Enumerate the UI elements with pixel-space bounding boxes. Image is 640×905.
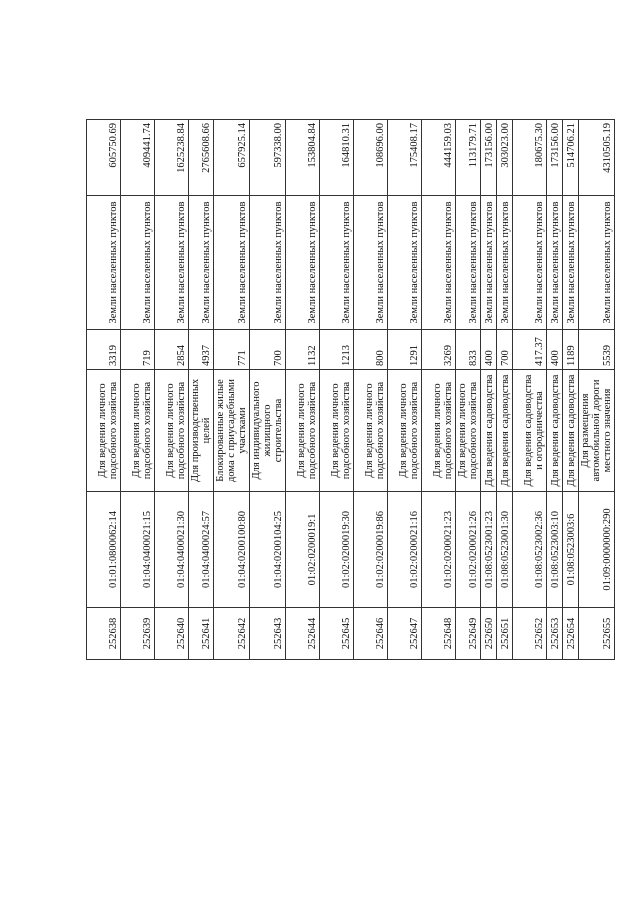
cell-value: 153804.84 — [286, 120, 320, 196]
cell-area: 3269 — [422, 330, 456, 370]
cell-area: 700 — [497, 330, 513, 370]
table-row — [456, 120, 481, 660]
cell-value: 175408.17 — [388, 120, 422, 196]
cell-value: 409441.74 — [121, 120, 155, 196]
cell-id: 252643 — [250, 608, 286, 660]
rotated-table-page — [86, 120, 613, 660]
cell-area: 400 — [547, 330, 563, 370]
cell-value: 4310505.19 — [579, 120, 615, 196]
cell-area: 417.37 — [513, 330, 547, 370]
cell-value: 1625238.84 — [155, 120, 189, 196]
cell-category: Земли населенных пунктов — [497, 196, 513, 330]
cell-id: 252649 — [456, 608, 481, 660]
cell-area: 800 — [354, 330, 388, 370]
cell-cad: 01:04:0400024:57 — [189, 492, 214, 608]
cell-cad: 01:02:0200019:30 — [320, 492, 354, 608]
table-row — [354, 120, 388, 660]
cell-category: Земли населенных пунктов — [189, 196, 214, 330]
table-row — [320, 120, 354, 660]
cell-category: Земли населенных пунктов — [320, 196, 354, 330]
cell-category: Земли населенных пунктов — [286, 196, 320, 330]
cell-value: 2765608.66 — [189, 120, 214, 196]
cell-use: Для производственных целей — [189, 370, 214, 492]
cell-id: 252648 — [422, 608, 456, 660]
cell-id: 252640 — [155, 608, 189, 660]
table-row — [250, 120, 286, 660]
cell-area: 2854 — [155, 330, 189, 370]
cell-category: Земли населенных пунктов — [513, 196, 547, 330]
table-row — [563, 120, 579, 660]
cell-use: Для ведения личного подсобного хозяйства — [354, 370, 388, 492]
cell-value: 444159.03 — [422, 120, 456, 196]
table-row — [422, 120, 456, 660]
cell-category: Земли населенных пунктов — [354, 196, 388, 330]
table-row — [189, 120, 214, 660]
cell-cad: 01:02:0200021:26 — [456, 492, 481, 608]
cell-area: 833 — [456, 330, 481, 370]
cell-use: Для ведения личного подсобного хозяйства — [121, 370, 155, 492]
cell-cad: 01:08:0523002:36 — [513, 492, 547, 608]
cell-id: 252654 — [563, 608, 579, 660]
cell-value: 514706.21 — [563, 120, 579, 196]
cell-id: 252653 — [547, 608, 563, 660]
cell-id: 252651 — [497, 608, 513, 660]
cell-id: 252642 — [214, 608, 250, 660]
table-row — [579, 120, 615, 660]
cell-use: Для ведения личного подсобного хозяйства — [320, 370, 354, 492]
cell-category: Земли населенных пунктов — [422, 196, 456, 330]
cell-area: 700 — [250, 330, 286, 370]
cell-area: 1291 — [388, 330, 422, 370]
cell-id: 252641 — [189, 608, 214, 660]
cell-area: 4937 — [189, 330, 214, 370]
cell-cad: 01:08:0523003:6 — [563, 492, 579, 608]
cell-category: Земли населенных пунктов — [214, 196, 250, 330]
cell-category: Земли населенных пунктов — [563, 196, 579, 330]
cell-cad: 01:02:0200021:23 — [422, 492, 456, 608]
cell-cad: 01:01:0800062:14 — [87, 492, 121, 608]
cell-cad: 01:04:0400021:30 — [155, 492, 189, 608]
cadastral-value-table — [86, 119, 615, 660]
table-row — [286, 120, 320, 660]
cell-value: 597338.00 — [250, 120, 286, 196]
table-row — [547, 120, 563, 660]
cell-use: Для ведения личного подсобного хозяйства — [87, 370, 121, 492]
cell-category: Земли населенных пунктов — [87, 196, 121, 330]
cell-cad: 01:08:0523003:10 — [547, 492, 563, 608]
cell-value: 303023.00 — [497, 120, 513, 196]
cell-value: 113179.71 — [456, 120, 481, 196]
cell-area: 1213 — [320, 330, 354, 370]
cell-area: 771 — [214, 330, 250, 370]
table-row — [497, 120, 513, 660]
table-body — [87, 120, 615, 660]
cell-category: Земли населенных пунктов — [155, 196, 189, 330]
cell-use: Для ведения личного подсобного хозяйства — [422, 370, 456, 492]
cell-category: Земли населенных пунктов — [579, 196, 615, 330]
cell-use: Для ведения личного подсобного хозяйства — [456, 370, 481, 492]
cell-area: 5539 — [579, 330, 615, 370]
cell-cad: 01:04:0200104:25 — [250, 492, 286, 608]
cell-category: Земли населенных пунктов — [121, 196, 155, 330]
cell-cad: 01:04:0200100:80 — [214, 492, 250, 608]
cell-id: 252647 — [388, 608, 422, 660]
table-row — [155, 120, 189, 660]
cell-use: Для ведения личного подсобного хозяйства — [155, 370, 189, 492]
cell-id: 252645 — [320, 608, 354, 660]
cell-area: 1189 — [563, 330, 579, 370]
cell-cad: 01:02:0200019:1 — [286, 492, 320, 608]
cell-value: 108696.00 — [354, 120, 388, 196]
cell-area: 1132 — [286, 330, 320, 370]
table-row — [214, 120, 250, 660]
cell-category: Земли населенных пунктов — [250, 196, 286, 330]
cell-value: 173156.00 — [481, 120, 497, 196]
table-row — [481, 120, 497, 660]
cell-value: 180675.30 — [513, 120, 547, 196]
cell-area: 400 — [481, 330, 497, 370]
cell-value: 657925.14 — [214, 120, 250, 196]
cell-cad: 01:02:0200019:86 — [354, 492, 388, 608]
cell-category: Земли населенных пунктов — [481, 196, 497, 330]
cell-use: Для ведения садоводства — [563, 370, 579, 492]
cell-area: 719 — [121, 330, 155, 370]
table-row — [121, 120, 155, 660]
cell-id: 252639 — [121, 608, 155, 660]
table-row — [513, 120, 547, 660]
table-row — [87, 120, 121, 660]
cell-cad: 01:08:0523001:30 — [497, 492, 513, 608]
cell-cad: 01:04:0400021:15 — [121, 492, 155, 608]
cell-cad: 01:08:0523001:23 — [481, 492, 497, 608]
cell-use: Для индивидуального жилищного строительства — [250, 370, 286, 492]
cell-use: Блокированные жилые дома с приусадебными участками — [214, 370, 250, 492]
cell-use: Для размещения автомобильной дороги местного значения — [579, 370, 615, 492]
cell-id: 252655 — [579, 608, 615, 660]
cell-category: Земли населенных пунктов — [547, 196, 563, 330]
cell-use: Для ведения личного подсобного хозяйства — [286, 370, 320, 492]
cell-id: 252650 — [481, 608, 497, 660]
cell-category: Земли населенных пунктов — [388, 196, 422, 330]
cell-use: Для ведения личного подсобного хозяйства — [388, 370, 422, 492]
cell-use: Для ведения садоводства — [547, 370, 563, 492]
table-row — [388, 120, 422, 660]
cell-use: Для ведения садоводства — [497, 370, 513, 492]
cell-use: Для ведения садоводства — [481, 370, 497, 492]
cell-id: 252644 — [286, 608, 320, 660]
cell-use: Для ведения садоводства и огородничества — [513, 370, 547, 492]
cell-id: 252646 — [354, 608, 388, 660]
cell-cad: 01:09:0000000:290 — [579, 492, 615, 608]
cell-category: Земли населенных пунктов — [456, 196, 481, 330]
cell-id: 252638 — [87, 608, 121, 660]
cell-value: 173156.00 — [547, 120, 563, 196]
cell-area: 3319 — [87, 330, 121, 370]
cell-id: 252652 — [513, 608, 547, 660]
cell-cad: 01:02:0200021:16 — [388, 492, 422, 608]
cell-value: 605750.69 — [87, 120, 121, 196]
cell-value: 164810.31 — [320, 120, 354, 196]
